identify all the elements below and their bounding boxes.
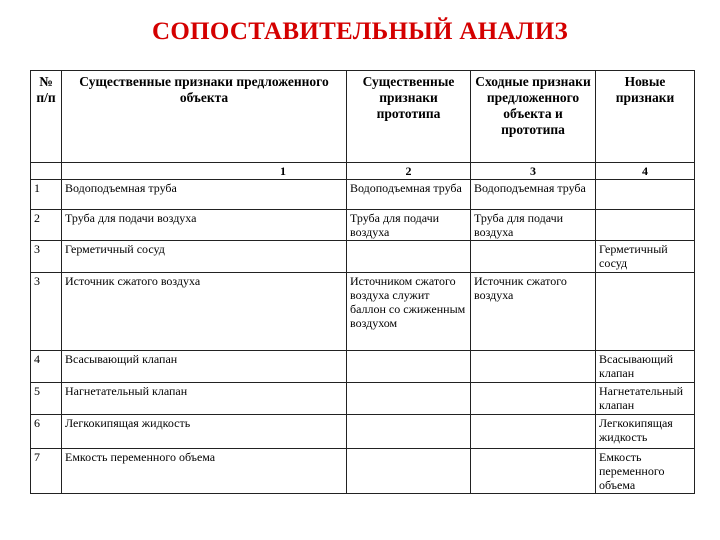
object-feature-cell: Труба для подачи воздуха xyxy=(62,210,347,241)
row-number: 3 xyxy=(31,273,62,351)
prototype-feature-cell xyxy=(347,449,471,494)
common-feature-cell: Водоподъемная труба xyxy=(471,180,596,210)
column-number: 3 xyxy=(471,163,596,180)
column-number: 1 xyxy=(62,163,347,180)
prototype-feature-cell xyxy=(347,241,471,273)
header-common-features: Сходные признаки предложенного объекта и прототипа xyxy=(471,71,596,163)
row-number: 5 xyxy=(31,383,62,415)
common-feature-cell xyxy=(471,449,596,494)
common-feature-cell: Источник сжатого воздуха xyxy=(471,273,596,351)
row-number: 6 xyxy=(31,415,62,449)
row-number: 2 xyxy=(31,210,62,241)
table-row xyxy=(31,351,695,383)
new-feature-cell xyxy=(596,180,695,210)
new-feature-cell: Нагнетательный клапан xyxy=(596,383,695,415)
header-object-features: Существенные признаки предложенного объекта xyxy=(62,71,347,163)
prototype-feature-cell: Водоподъемная труба xyxy=(347,180,471,210)
object-feature-cell: Источник сжатого воздуха xyxy=(62,273,347,351)
table-row xyxy=(31,415,695,449)
column-number-empty xyxy=(31,163,62,180)
object-feature-cell: Нагнетательный клапан xyxy=(62,383,347,415)
common-feature-cell: Труба для подачи воздуха xyxy=(471,210,596,241)
new-feature-cell: Емкость переменного объема xyxy=(596,449,695,494)
column-number: 4 xyxy=(596,163,695,180)
table-row xyxy=(31,180,695,210)
common-feature-cell xyxy=(471,351,596,383)
new-feature-cell xyxy=(596,273,695,351)
table-row xyxy=(31,383,695,415)
column-number-row xyxy=(31,163,695,180)
object-feature-cell: Водоподъемная труба xyxy=(62,180,347,210)
header-num: № п/п xyxy=(31,71,62,163)
object-feature-cell: Легкокипящая жидкость xyxy=(62,415,347,449)
row-number: 1 xyxy=(31,180,62,210)
prototype-feature-cell xyxy=(347,415,471,449)
new-feature-cell: Легкокипящая жидкость xyxy=(596,415,695,449)
row-number: 3 xyxy=(31,241,62,273)
prototype-feature-cell: Источником сжатого воздуха служит баллон со сжиженным воздухом xyxy=(347,273,471,351)
new-feature-cell: Герметичный сосуд xyxy=(596,241,695,273)
table-row xyxy=(31,210,695,241)
common-feature-cell xyxy=(471,415,596,449)
table-row xyxy=(31,273,695,351)
row-number: 7 xyxy=(31,449,62,494)
common-feature-cell xyxy=(471,241,596,273)
prototype-feature-cell xyxy=(347,351,471,383)
header-new-features: Новые признаки xyxy=(596,71,695,163)
header-prototype-features: Существенные признаки прототипа xyxy=(347,71,471,163)
column-number: 2 xyxy=(347,163,471,180)
table-row xyxy=(31,241,695,273)
new-feature-cell xyxy=(596,210,695,241)
object-feature-cell: Всасывающий клапан xyxy=(62,351,347,383)
row-number: 4 xyxy=(31,351,62,383)
new-feature-cell: Всасывающий клапан xyxy=(596,351,695,383)
comparison-table xyxy=(30,70,695,494)
page-title: СОПОСТАВИТЕЛЬНЫЙ АНАЛИЗ xyxy=(152,18,568,45)
prototype-feature-cell xyxy=(347,383,471,415)
common-feature-cell xyxy=(471,383,596,415)
object-feature-cell: Герметичный сосуд xyxy=(62,241,347,273)
prototype-feature-cell: Труба для подачи воздуха xyxy=(347,210,471,241)
table-header-row xyxy=(31,71,695,163)
table-row xyxy=(31,449,695,494)
object-feature-cell: Емкость переменного объема xyxy=(62,449,347,494)
